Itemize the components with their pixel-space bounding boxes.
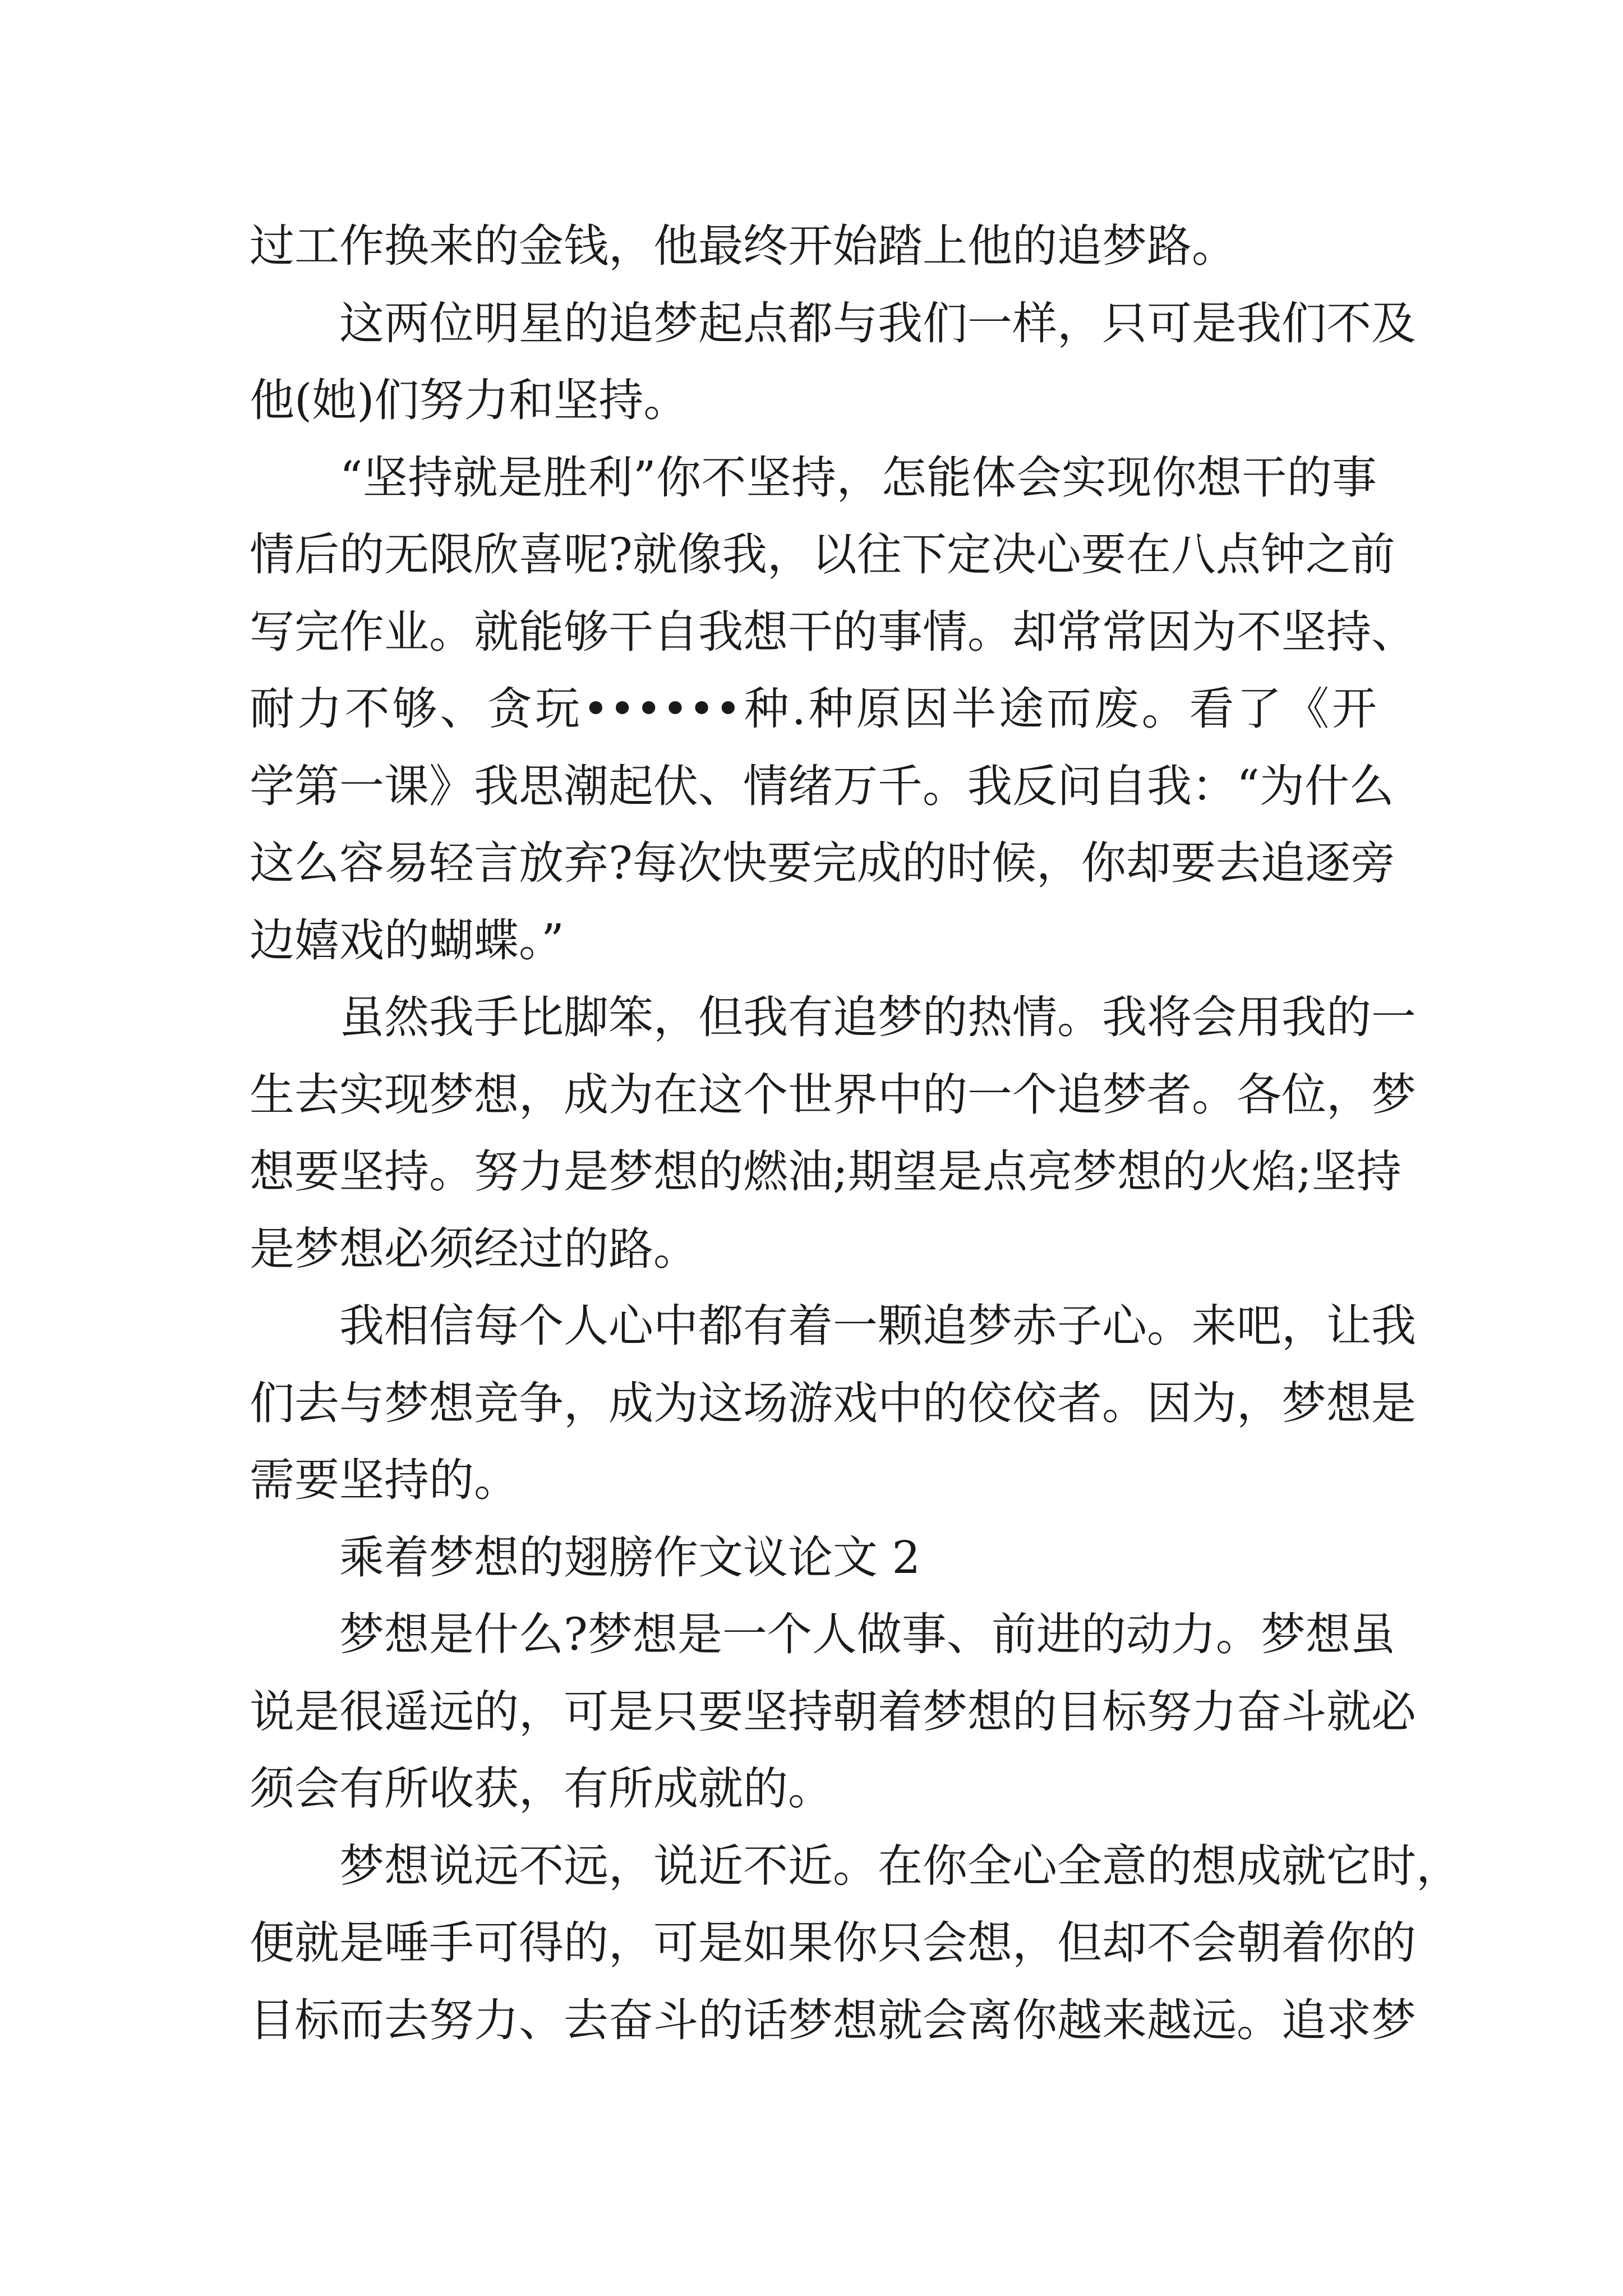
text-line: 梦想说远不远，说近不近。在你全心全意的想成就它时，	[250, 1839, 1461, 1892]
text-line: 说是很遥远的，可是只要坚持朝着梦想的目标努力奋斗就必	[250, 1685, 1416, 1738]
text-line: 他(她)们努力和坚持。	[250, 374, 689, 426]
text-line: 目标而去努力、去奋斗的话梦想就会离你越来越远。追求梦	[250, 1994, 1416, 2046]
text-line: 这么容易轻言放弃?每次快要完成的时候，你却要去追逐旁	[250, 837, 1395, 889]
text-line: 梦想是什么?梦想是一个人做事、前进的动力。梦想虽	[250, 1608, 1395, 1660]
text-line: 过工作换来的金钱，他最终开始踏上他的追梦路。	[250, 220, 1237, 272]
text-line: 写完作业。就能够干自我想干的事情。却常常因为不坚持、	[250, 605, 1416, 658]
text-line: 我相信每个人心中都有着一颗追梦赤子心。来吧，让我	[250, 1300, 1416, 1352]
text-line: “坚持就是胜利”你不坚持，怎能体会实现你想干的事	[250, 451, 1377, 504]
text-line: 边嬉戏的蝴蝶。”	[250, 914, 564, 967]
text-line: 是梦想必须经过的路。	[250, 1222, 698, 1275]
text-line: 们去与梦想竞争，成为这场游戏中的佼佼者。因为，梦想是	[250, 1377, 1416, 1429]
text-line: 耐力不够、贪玩••••••种.种原因半途而废。看了《开	[250, 683, 1377, 735]
document-body	[250, 208, 1461, 2059]
text-line: 学第一课》我思潮起伏、情绪万千。我反问自我：“为什么	[250, 760, 1394, 812]
text-line: 需要坚持的。	[250, 1454, 519, 1506]
text-line: 情后的无限欣喜呢?就像我，以往下定决心要在八点钟之前	[250, 528, 1395, 581]
text-line: 这两位明星的追梦起点都与我们一样，只可是我们不及	[250, 297, 1416, 349]
text-line: 生去实现梦想，成为在这个世界中的一个追梦者。各位，梦	[250, 1068, 1416, 1121]
text-line: 想要坚持。努力是梦想的燃油;期望是点亮梦想的火焰;坚持	[250, 1145, 1401, 1198]
text-line: 便就是唾手可得的，可是如果你只会想，但却不会朝着你的	[250, 1917, 1416, 1969]
text-line: 须会有所收获，有所成就的。	[250, 1763, 833, 1815]
section-heading: 乘着梦想的翅膀作文议论文 2	[250, 1531, 921, 1584]
text-line: 虽然我手比脚笨，但我有追梦的热情。我将会用我的一	[250, 991, 1416, 1043]
